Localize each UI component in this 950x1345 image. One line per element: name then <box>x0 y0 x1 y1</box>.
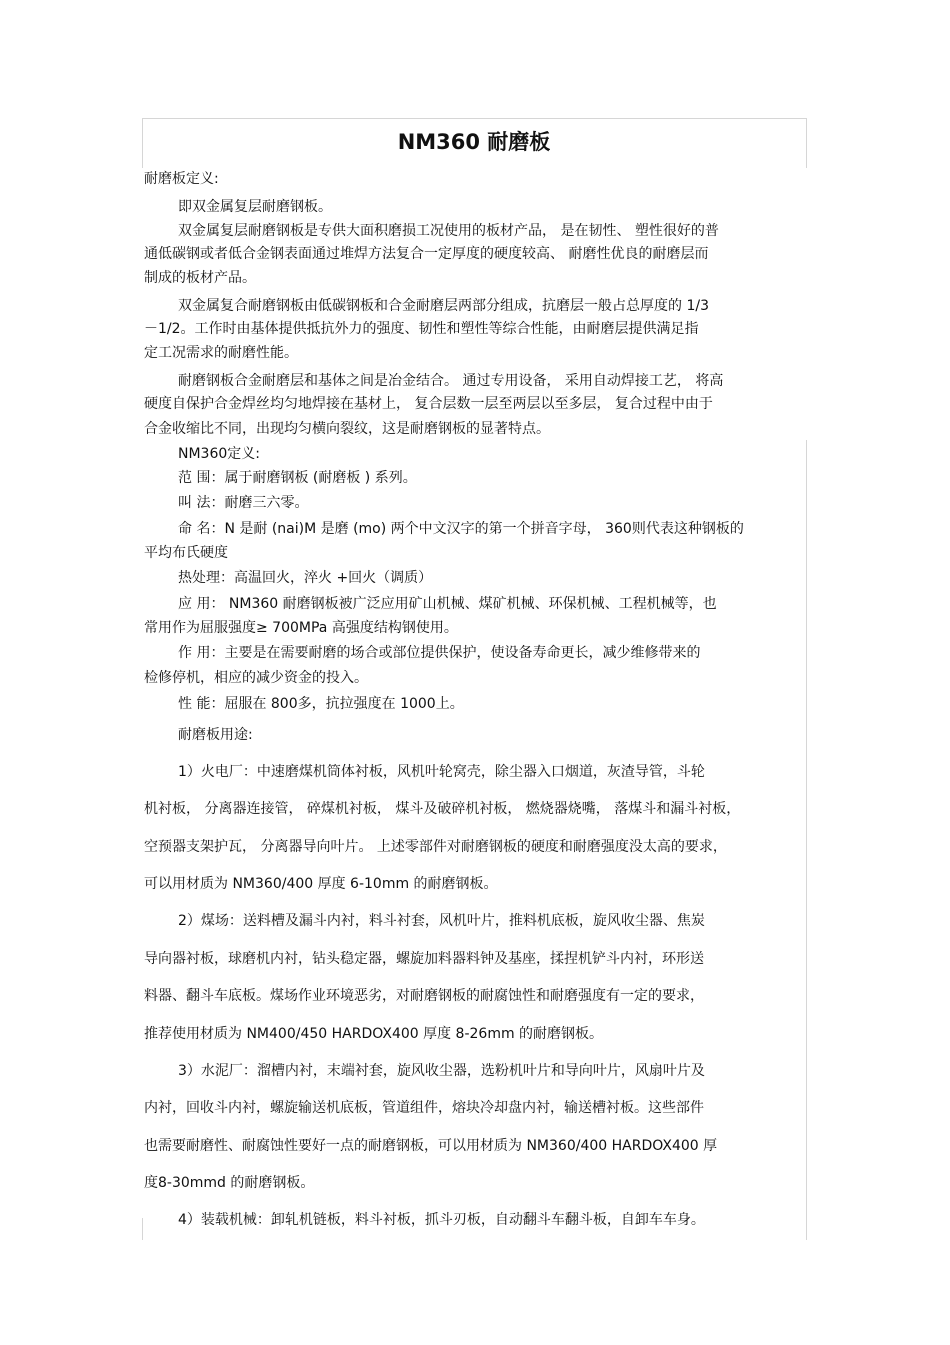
right-border-lower <box>806 440 807 1240</box>
top-border <box>142 118 807 119</box>
paragraph-line: 硬度自保护合金焊丝均匀地焊接在基材上， 复合层数一层至两层以至多层， 复合过程中由于 <box>144 396 713 412</box>
usage-line: 也需要耐磨性、耐腐蚀性要好一点的耐磨钢板，可以用材质为 NM360/400 HARDOX400 厚 <box>144 1138 718 1154</box>
section-heading-usage: 耐磨板用途: <box>178 727 253 743</box>
spec-line: 平均布氏硬度 <box>144 545 228 561</box>
usage-line: 料器、翻斗车底板。煤场作业环境恶劣，对耐磨钢板的耐腐蚀性和耐磨强度有一定的要求， <box>144 988 704 1004</box>
usage-line: 度8-30mmd 的耐磨钢板。 <box>144 1175 315 1191</box>
usage-line: 推荐使用材质为 NM400/450 HARDOX400 厚度 8-26mm 的耐磨钢板。 <box>144 1026 604 1042</box>
spec-line: 性 能：屈服在 800多，抗拉强度在 1000上。 <box>178 696 464 712</box>
section-heading-definition: 耐磨板定义: <box>144 171 219 187</box>
usage-line: 内衬，回收斗内衬，螺旋输送机底板，管道组件，熔块冷却盘内衬，输送槽衬板。这些部件 <box>144 1100 704 1116</box>
spec-line: 热处理：高温回火，淬火 +回火（调质） <box>178 570 433 586</box>
spec-line: 作 用：主要是在需要耐磨的场合或部位提供保护，使设备寿命更长，减少维修带来的 <box>178 645 701 661</box>
right-border <box>806 118 807 168</box>
paragraph-line: 双金属复合耐磨钢板由低碳钢板和合金耐磨层两部分组成，抗磨层一般占总厚度的 1/3 <box>178 298 709 314</box>
left-border-lower <box>142 1218 143 1240</box>
spec-line: 检修停机，相应的减少资金的投入。 <box>144 670 368 686</box>
usage-line: 1）火电厂：中速磨煤机筒体衬板，风机叶轮窝壳，除尘器入口烟道，灰渣导管，斗轮 <box>178 764 705 780</box>
usage-line: 空预器支架护瓦， 分离器导向叶片。 上述零部件对耐磨钢板的硬度和耐磨强度没太高的要求， <box>144 839 727 855</box>
usage-line: 2）煤场：送料槽及漏斗内衬，料斗衬套，风机叶片，推料机底板，旋风收尘器、焦炭 <box>178 913 705 929</box>
paragraph-line: 耐磨钢板合金耐磨层和基体之间是冶金结合。 通过专用设备， 采用自动焊接工艺， 将高 <box>178 373 724 389</box>
paragraph-line: 即双金属复层耐磨钢板。 <box>178 199 332 215</box>
spec-line: 范 围：属于耐磨钢板 (耐磨板 ) 系列。 <box>178 470 417 486</box>
section-heading-nm360: NM360定义: <box>178 446 260 462</box>
usage-line: 3）水泥厂：溜槽内衬，末端衬套，旋风收尘器，选粉机叶片和导向叶片，风扇叶片及 <box>178 1063 705 1079</box>
paragraph-line: －1/2。工作时由基体提供抵抗外力的强度、韧性和塑性等综合性能，由耐磨层提供满足指 <box>144 321 699 337</box>
paragraph-line: 合金收缩比不同，出现均匀横向裂纹，这是耐磨钢板的显著特点。 <box>144 421 550 437</box>
usage-line: 可以用材质为 NM360/400 厚度 6-10mm 的耐磨钢板。 <box>144 876 498 892</box>
spec-line: 应 用： NM360 耐磨钢板被广泛应用矿山机械、煤矿机械、环保机械、工程机械等，也 <box>178 596 717 612</box>
usage-line: 机衬板， 分离器连接管， 碎煤机衬板， 煤斗及破碎机衬板， 燃烧器烧嘴， 落煤斗和漏斗衬板， <box>144 801 741 817</box>
spec-line: 常用作为屈服强度≥ 700MPa 高强度结构钢使用。 <box>144 620 458 636</box>
spec-line: 命 名：N 是耐 (nai)M 是磨 (mo) 两个中文汉字的第一个拼音字母， 360则代表这种钢板的 <box>178 521 744 537</box>
paragraph-line: 双金属复层耐磨钢板是专供大面积磨损工况使用的板材产品， 是在韧性、 塑性很好的普 <box>178 223 719 239</box>
spec-line: 叫 法：耐磨三六零。 <box>178 495 309 511</box>
usage-line: 4）装载机械：卸轧机链板，料斗衬板，抓斗刃板，自动翻斗车翻斗板，自卸车车身。 <box>178 1212 705 1228</box>
paragraph-line: 制成的板材产品。 <box>144 270 256 286</box>
paragraph-line: 通低碳钢或者低合金钢表面通过堆焊方法复合一定厚度的硬度较高、 耐磨性优良的耐磨层而 <box>144 246 709 262</box>
paragraph-line: 定工况需求的耐磨性能。 <box>144 345 298 361</box>
usage-line: 导向器衬板，球磨机内衬，钻头稳定器，螺旋加料器料钟及基座，揉捏机铲斗内衬，环形送 <box>144 951 704 967</box>
document-title: NM360 耐磨板 <box>397 130 551 154</box>
